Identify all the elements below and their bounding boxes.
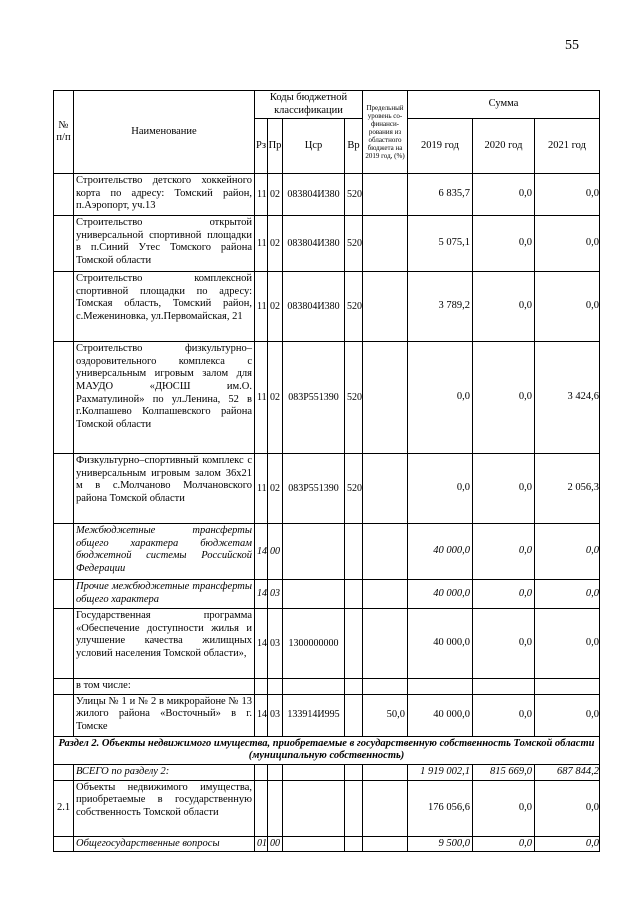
row-2020: 0,0 [473,694,535,736]
row-limit [363,524,408,580]
header-2019: 2019 год [408,119,473,174]
row-pr: 02 [268,342,283,454]
row-vr: 520 [345,272,363,342]
row-vr: 520 [345,216,363,272]
row-pr: 03 [268,609,283,679]
header-2021: 2021 год [535,119,600,174]
row-vr [345,609,363,679]
row-2019: 6 835,7 [408,174,473,216]
row-rz: 11 [255,216,268,272]
row-csr: 1300000000 [283,609,345,679]
table-row [54,524,600,580]
budget-table [53,90,600,852]
row-limit [363,454,408,524]
row-pr: 03 [268,580,283,609]
row-name: Общегосударственные вопросы [74,836,255,852]
header-2020: 2020 год [473,119,535,174]
row-2020: 0,0 [473,524,535,580]
row-csr: 083P551390 [283,342,345,454]
table-row [54,272,600,342]
table-row [54,836,600,852]
row-pr: 02 [268,272,283,342]
row-2021: 0,0 [535,580,600,609]
row-rz: 11 [255,454,268,524]
row-name: Строительство открытой универсальной спортивной площадки в п.Синий Утес Томского района Томской области [74,216,255,272]
row-index: 2.1 [54,780,74,836]
row-2021: 0,0 [535,524,600,580]
row-rz: 14 [255,609,268,679]
row-2019: 9 500,0 [408,836,473,852]
row-pr: 00 [268,836,283,852]
header-sum: Сумма [408,91,600,119]
table-row [54,174,600,216]
table-row [54,342,600,454]
table-row [54,454,600,524]
row-2021: 2 056,3 [535,454,600,524]
row-rz: 01 [255,836,268,852]
page-number: 55 [565,38,579,53]
row-2019: 5 075,1 [408,216,473,272]
row-vr [345,580,363,609]
row-vr [345,524,363,580]
total-2019: 1 919 002,1 [408,764,473,780]
row-pr: 02 [268,174,283,216]
section-2-title-row [54,736,600,764]
header-num: № п/п [54,91,74,174]
row-2021: 0,0 [535,780,600,836]
header-name: Наименование [74,91,255,174]
row-2020: 0,0 [473,454,535,524]
row-2021: 0,0 [535,174,600,216]
row-2021: 0,0 [535,609,600,679]
table-row [54,780,600,836]
table-row [54,679,600,695]
row-limit: 50,0 [363,694,408,736]
row-vr [345,694,363,736]
row-pr: 00 [268,524,283,580]
row-limit [363,272,408,342]
table-row [54,216,600,272]
row-name: в том числе: [74,679,255,695]
row-vr: 520 [345,454,363,524]
header-codes: Коды бюджетной классификации [255,91,363,119]
row-2021: 3 424,6 [535,342,600,454]
row-2020: 0,0 [473,609,535,679]
row-2019: 0,0 [408,454,473,524]
row-csr: 083804И380 [283,216,345,272]
header-rz: Рз [255,119,268,174]
row-rz: 14 [255,580,268,609]
row-name: Прочие межбюджетные трансферты общего характера [74,580,255,609]
row-limit [363,342,408,454]
row-rz: 11 [255,272,268,342]
total-2020: 815 669,0 [473,764,535,780]
table-row [54,609,600,679]
header-pr: Пр [268,119,283,174]
header-vr: Вр [345,119,363,174]
row-2019: 3 789,2 [408,272,473,342]
row-2020: 0,0 [473,342,535,454]
table-row [54,694,600,736]
section-2-title: Раздел 2. Объекты недвижимого имущества, приобретаемые в государственную собственность Томской области (муниципальную собственность) [54,736,600,764]
row-rz: 14 [255,524,268,580]
row-name: Строительство комплексной спортивной площадки по адресу: Томская область, Томский район, с.Межениновка, ул.Первомайская, 21 [74,272,255,342]
total-row [54,764,600,780]
row-rz: 11 [255,342,268,454]
row-pr: 02 [268,454,283,524]
row-csr: 083P551390 [283,454,345,524]
row-csr [283,524,345,580]
row-name: Строительство детского хоккейного корта по адресу: Томский район, п.Аэропорт, уч.13 [74,174,255,216]
row-name: Строительство физкультурно–оздоровительного комплекса с универсальным игровым залом для МАУДО «ДЮСШ им.О. Рахматулиной» по ул.Ленина, 52 в г.Колпашево Колпашевского района Томской области [74,342,255,454]
row-name: Государственная программа «Обеспечение доступности жилья и улучшение качества жилищных условий населения Томской области», [74,609,255,679]
row-2019: 40 000,0 [408,609,473,679]
row-2020: 0,0 [473,272,535,342]
row-2020: 0,0 [473,580,535,609]
header-csr: Цср [283,119,345,174]
row-2021: 0,0 [535,216,600,272]
total-label: ВСЕГО по разделу 2: [74,764,255,780]
table-row [54,580,600,609]
row-2021: 0,0 [535,272,600,342]
row-vr: 520 [345,174,363,216]
row-2019: 176 056,6 [408,780,473,836]
row-2019: 0,0 [408,342,473,454]
row-csr: 133914И995 [283,694,345,736]
row-limit [363,216,408,272]
row-2021: 0,0 [535,694,600,736]
row-2019: 40 000,0 [408,580,473,609]
row-pr: 02 [268,216,283,272]
row-rz: 11 [255,174,268,216]
row-limit [363,609,408,679]
row-2020: 0,0 [473,216,535,272]
row-csr: 083804И380 [283,174,345,216]
header-cofinancing-limit: Предельный уровень со-финанси-рования из областного бюджета на 2019 год, (%) [363,91,408,174]
row-name: Межбюджетные трансферты общего характера бюджетам бюджетной системы Российской Федерации [74,524,255,580]
row-limit [363,580,408,609]
row-limit [363,174,408,216]
row-csr [283,580,345,609]
row-2019: 40 000,0 [408,694,473,736]
row-name: Объекты недвижимого имущества, приобретаемые в государственную собственность Томской области [74,780,255,836]
row-2019: 40 000,0 [408,524,473,580]
row-name: Улицы № 1 и № 2 в микрорайоне № 13 жилого района «Восточный» в г. Томске [74,694,255,736]
row-2020: 0,0 [473,836,535,852]
total-2021: 687 844,2 [535,764,600,780]
row-vr: 520 [345,342,363,454]
row-rz: 14 [255,694,268,736]
row-csr: 083804И380 [283,272,345,342]
row-2020: 0,0 [473,174,535,216]
row-2020: 0,0 [473,780,535,836]
row-name: Физкультурно–спортивный комплекс с универсальным игровым залом 36х21 м в с.Молчаново Молчановского района Томской области [74,454,255,524]
row-pr: 03 [268,694,283,736]
row-2021: 0,0 [535,836,600,852]
